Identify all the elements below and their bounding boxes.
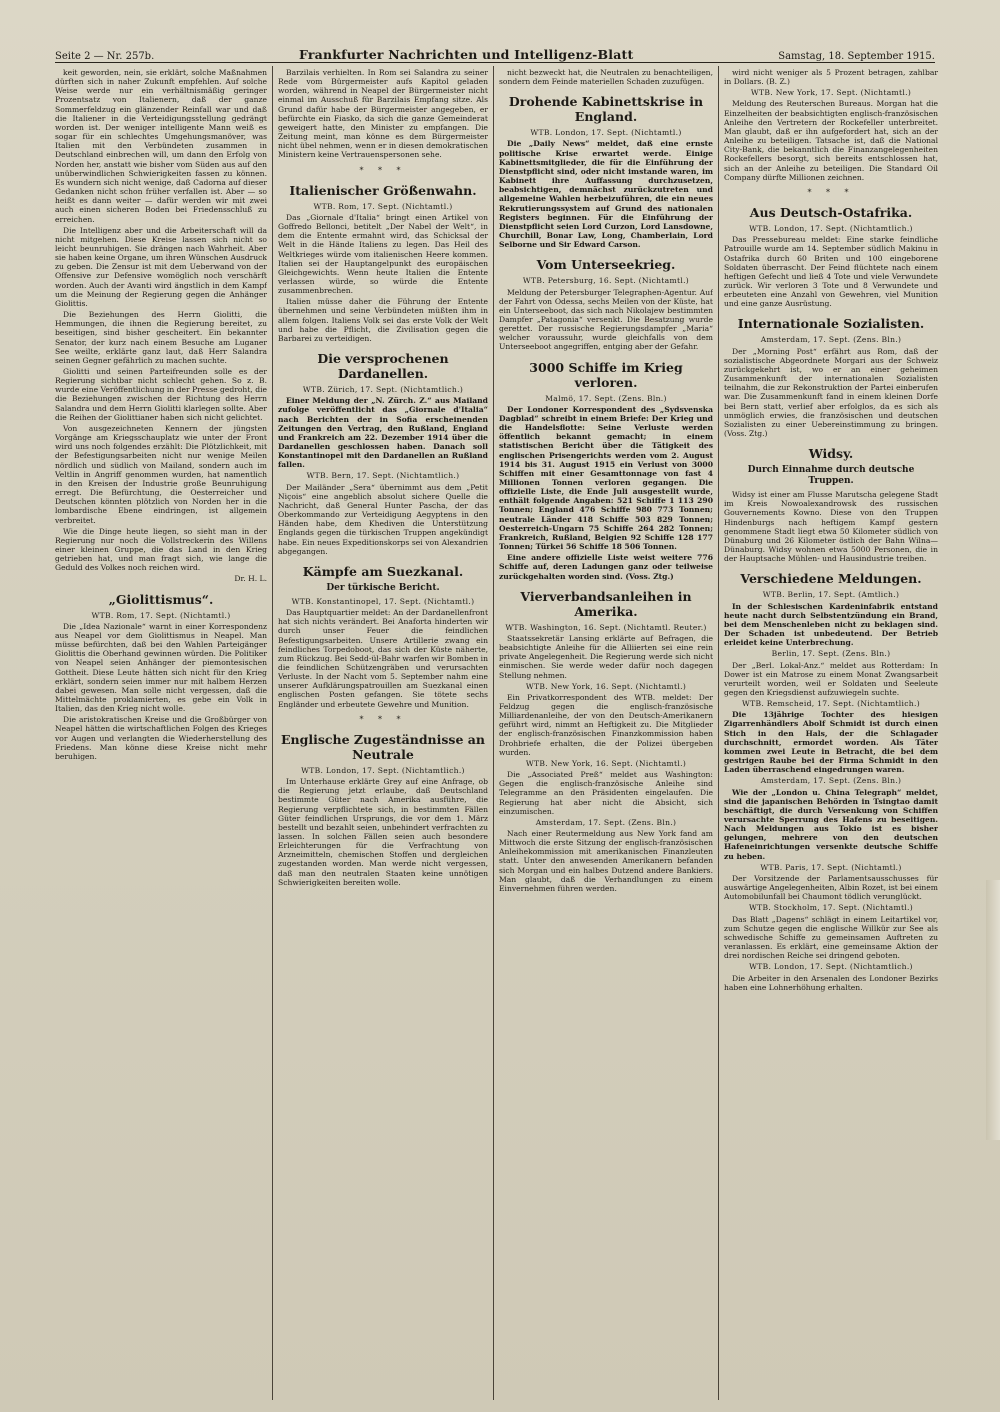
article-title: „Giolittismus“.: [108, 591, 214, 607]
page-number: Seite 2 — Nr. 257b.: [55, 51, 155, 62]
dateline: Malmö, 17. Sept. (Zens. Bln.): [545, 393, 667, 403]
paragraph: Der Londoner Korrespondent des „Sydsvenska Dagblad“ schreibt in einem Briefe: Der Krieg und die Handelsflotte: Seine Verluste werden öffentlich bekannt gemacht; in einem statistischen Bericht über die Tätigkeit des englischen Prisengerichts werden vom 2. August 1914 bis 31. August 1915 ein Verlust von 3000 Schiffen mit einer Gesamttonnage von fast 4 Millionen Tonnen verloren gegangen. Die offizielle Liste, die Ende Juli ausgestellt wurde, enthält folgende Angaben: 521 Schiffe 1 113 290 Tonnen; England 476 Schiffe 980 773 Tonnen; neutrale Länder 418 Schiffe 503 829 Tonnen; Oesterreich-Ungarn 75 Schiffe 264 282 Tonnen; Frankreich, Rußland, Belgien 92 Schiffe 128 177 Tonnen; Türkei 56 Schiffe 18 506 Tonnen.: [499, 404, 713, 552]
column-2: [278, 68, 488, 1398]
paragraph: Staatssekretär Lansing erklärte auf Befragen, die beabsichtigte Anleihe für die Alliierten sei eine rein private Angelegenheit. Die Regierung werde sich nicht einmischen. Sie werde weder dafür noch dagegen Stellung nehmen.: [499, 633, 713, 680]
paragraph: keit geworden, nein, sie erklärt, solche Maßnahmen dürften sich in naher Zukunft empfehlen. Auf solche Weise werde nur ein verhältnismäßig geringer Prozentsatz von Italienern, daß der ganze Sommerfeldzug ein glänzender Reinfall war und daß die Italiener in die Verteidigungsstellung gedrängt worden ist. Der weniger intelligente Mann weiß es sogar für ein schlechtes Umgehungsmanöver, was Italien mit den Verbündeten zusammen in Deutschland einbrechen will, um dann den Erfolg von Norden her, anstatt wie bisher vom Süden aus auf den unüberwindlichen Schwierigkeiten fassen zu können. Es wundern sich nicht wenige, daß Cadorna auf dieser Gedanken nicht schon früher verfallen ist. Aber — so heißt es dann weiter — dafür werden wir mit zwei auch einen sicheren Boden bei Friedensschluß zu erreichen.: [55, 68, 267, 224]
paragraph: Das Pressebureau meldet: Eine starke feindliche Patrouille wurde am 14. September südlich Makinu in Ostafrika durch 60 Briten und 100 eingeborene Soldaten überrascht. Der Feind flüchtete nach einem heftigen Gefecht und ließ 4 Tote und viele Verwundete zurück. Wir verloren 3 Tote und 8 Verwundete und erbeuteten eine Anzahl von Gewehren, viel Munition und eine ganze Ausrüstung.: [724, 235, 938, 309]
dateline: WTB. New York, 16. Sept. (Nichtamtl.): [525, 681, 687, 691]
article-title: 3000 Schiffe im Krieg verloren.: [529, 359, 683, 390]
paragraph: Eine andere offizielle Liste weist weitere 776 Schiffe auf, deren Ladungen ganz oder teilweise zurückgehalten worden sind. (Voss. Ztg.): [499, 553, 713, 581]
dateline: WTB. Rom, 17. Sept. (Nichtamtl.): [91, 610, 231, 620]
dateline: WTB. Remscheid, 17. Sept. (Nichtamtlich.): [742, 699, 920, 709]
dateline: Amsterdam, 17. Sept. (Zens. Bln.): [760, 776, 902, 786]
separator-stars: * * *: [359, 165, 407, 175]
column-rule: [493, 66, 494, 1400]
dateline: WTB. Konstantinopel, 17. Sept. (Nichtamtl.): [291, 596, 475, 606]
masthead: Frankfurter Nachrichten und Intelligenz-Blatt: [299, 47, 634, 62]
paragraph: Der Vorsitzende der Parlamentsausschusses für auswärtige Angelegenheiten, Albin Rozet, ist bei einem Automobilunfall bei Chaumont tödlich verunglückt.: [724, 873, 938, 902]
paragraph: Widsy ist einer am Flusse Marutscha gelegene Stadt im Kreis Nowoalexandrowsk des russischen Gouvernements Kowno. Diese von den Truppen Hindenburgs nach heftigem Kampf gestern genommene Stadt liegt etwa 50 Kilometer südlich von Dünaburg und 26 Kilometer östlich der Bahn Wilna—Dünaburg. Widsy wohnen etwa 5000 Personen, die in der Hauptsache Mühlen- und Hausindustrie treiben.: [724, 490, 938, 564]
paragraph: nicht bezweckt hat, die Neutralen zu benachteiligen, sondern dem Feinde materiellen Schaden zuzufügen.: [499, 68, 713, 87]
dateline: WTB. New York, 17. Sept. (Nichtamtl.): [750, 88, 912, 98]
paragraph: Einer Meldung der „N. Zürch. Z.“ aus Mailand zufolge veröffentlicht das „Giornale d'Italia“ nach Berichten der in Sofia erscheinenden Zeitungen den Vertrag, den Rußland, England und Frankreich am 22. Dezember 1914 über die Dardanellen geschlossen haben. Danach soll Konstantinopel mit den Dardanellen an Rußland fallen.: [278, 396, 488, 470]
dateline: WTB. Washington, 16. Sept. (Nichtamtl. Reuter.): [505, 622, 707, 632]
article-title: Vom Unterseekrieg.: [536, 257, 676, 273]
article-subtitle: Durch Einnahme durch deutsche Truppen.: [747, 465, 915, 487]
dateline: WTB. Stockholm, 17. Sept. (Nichtamtl.): [748, 903, 914, 913]
separator-stars: * * *: [359, 714, 407, 724]
article-title: Aus Deutsch-Ostafrika.: [749, 205, 913, 221]
paragraph: Das „Giornale d'Italia“ bringt einen Artikel von Goffredo Bellonci, betitelt „Der Nabel der Welt“, in dem die Entente ermahnt wird, das Schicksal der Welt in die Hände Italiens zu legen. Das Heil des Weltkrieges würde vom italienischen Heere kommen. Italien sei der Hauptangelpunkt des europäischen Gleichgewichts. Wenn heute Italien die Entente verlassen würde, so würde die Entente zusammenbrechen.: [278, 212, 488, 296]
page-header: [55, 40, 935, 63]
article-subtitle: Der türkische Bericht.: [326, 582, 440, 593]
article-title: Vierverbandsanleihen in Amerika.: [520, 588, 692, 619]
paragraph: Italien müsse daher die Führung der Entente übernehmen und seine Verbündeten müßten ihm in allem folgen. Italiens Volk sei das erste Volk der Welt und habe die Pflicht, die Zivilisation gegen die Barbarei zu verteidigen.: [278, 297, 488, 343]
paragraph: Meldung des Reuterschen Bureaus. Morgan hat die Einzelheiten der beabsichtigten englisch-französischen Anleihe den Vertretern der Rockefeller unterbreitet. Man glaubt, daß er ihn aufgefordert hat, sich an der Anleihe zu beteiligen. Tatsache ist, daß die National City-Bank, die bekanntlich die Finanzangelegenheiten Rockefellers besorgt, sich bereits entschlossen hat, sich an der Anleihe zu beteiligen. Die Standard Oil Company dürfte Millionen zeichnen.: [724, 99, 938, 182]
dateline: Berlin, 17. Sept. (Zens. Bln.): [771, 649, 891, 659]
dateline: WTB. London, 17. Sept. (Nichtamtlich.): [749, 962, 913, 972]
paragraph: Die „Daily News“ meldet, daß eine ernste politische Krise erwartet werde. Einige Kabinettsmitglieder, die für die Einführung der Dienstpflicht sind, oder nicht imstande waren, im Kabinett ihre Auffassung durchzusetzen, beabsichtigen, demnächst zurückzutreten und allgemeine Wahlen herbeizuführen, die ein neues Rekrutierungssystem auf Grund des nationalen Registers beginnen. Für die Einführung der Dienstpflicht seien Lord Curzon, Lord Lansdowne, Churchill, Bonar Law, Long, Chamberlain, Lord Selborne und Sir Edward Carson.: [499, 139, 713, 250]
dateline: WTB. London, 17. Sept. (Nichtamtl.): [530, 128, 682, 138]
paragraph: Die Intelligenz aber und die Arbeiterschaft will da nicht mitgehen. Diese Kreise lassen sich nicht so leicht beunruhigen. Sie drängen nach Wahrheit. Aber sie haben keine Organe, um ihren Wünschen Ausdruck zu geben. Die Zensur ist mit dem Ueberwand von der Offensive zur Defensive womöglich noch verschärft worden. Auch der Avanti wird ängstlich in dem Kampf um die Meinung der Regierung gegen die Anhänger Giolittis.: [55, 225, 267, 308]
article-title: Italienischer Größenwahn.: [289, 182, 477, 198]
dateline: WTB. Berlin, 17. Sept. (Amtlich.): [762, 590, 900, 600]
dateline: WTB. London, 17. Sept. (Nichtamtlich.): [749, 224, 913, 234]
paragraph: Die „Idea Nazionale“ warnt in einer Korrespondenz aus Neapel vor dem Giolittismus in Neapel. Man müsse befürchten, daß bei den Wahlen Parteigänger Giolittis die Oberhand gewinnen würden. Die Politiker von Neapel seien Anhänger der piemontesischen Gottheit. Diese Leute hätten sich nicht für den Krieg erklärt, sondern seien immer nur mit halbem Herzen dabei gewesen. Man solle nicht vergessen, daß die Mittelmächte proklamierten, es gebe ein Volk in Italien, das den Krieg nicht wolle.: [55, 621, 267, 714]
paragraph: Das Blatt „Dagens“ schlägt in einem Leitartikel vor, zum Schutze gegen die englische Willkür zur See als schwedische Schiffe zu gemeinsamen Auftreten zu veranlassen. Es erklärt, eine gemeinsame Aktion der drei nordischen Reiche sei dringend geboten.: [724, 914, 938, 961]
column-4: [724, 68, 938, 1398]
paragraph: Der Mailänder „Sera“ übernimmt aus dem „Petit Niçois“ eine angeblich absolut sichere Quelle die Nachricht, daß General Hunter Pascha, der das Oberkommando zur Verteidigung Aegyptens in den Händen habe, dem Khediven die Unterstützung Englands gegen die türkischen Truppen angekündigt habe. Ein neues Expeditionskorps sei von Alexandrien abgegangen.: [278, 482, 488, 556]
paragraph: Von ausgezeichneten Kennern der jüngsten Vorgänge am Kriegsschauplatz wie unter der Front wird uns noch folgendes erzählt: Die Plötzlichkeit, mit der Befestigungsarbeiten nicht nur wenige Meilen nördlich und südlich von Mailand, sondern auch im Veltlin in Angriff genommen wurden, hat namentlich in den Kreisen der Industrie große Beunruhigung erregt. Die Befürchtung, die Oesterreicher und Deutschen könnten plötzlich von Norden her in die lombardische Ebene eindringen, ist allgemein verbreitet.: [55, 423, 267, 525]
dateline: WTB. Rom, 17. Sept. (Nichtamtl.): [313, 201, 453, 211]
article-title: Die versprochenen Dardanellen.: [317, 351, 449, 382]
paragraph: Die Beziehungen des Herrn Giolitti, die Hemmungen, die ihnen die Regierung bereitet, zu beseitigen, sind bisher gescheitert. Ein bekannter Senator, der kurz nach einem Besuche am Luganer See weilte, erklärte ganz laut, daß Herr Salandra seinen Gegner gefährlich zu machen suchte.: [55, 310, 267, 365]
article-title: Internationale Sozialisten.: [737, 316, 925, 332]
paragraph: Der „Morning Post“ erfährt aus Rom, daß der sozialistische Abgeordnete Morgari aus der Schweiz zurückgekehrt ist, wo er an einer geheimen Zusammenkunft der internationalen Sozialisten teilnahm, die zur Rekonstruktion der Partei einberufen war. Die Zusammenkunft fand in einem kleinen Dorfe bei Bern statt, verlief aber erfolglos, da es sich als unmöglich erwies, die französischen und deutschen Sozialisten zu einer Uebereinstimmung zu bringen. (Voss. Ztg.): [724, 346, 938, 438]
paragraph: Nach einer Reutermeldung aus New York fand am Mittwoch die erste Sitzung der englisch-französischen Anleihekommission mit amerikanischen Finanzleuten statt. Unter den anwesenden Amerikanern befanden sich Morgan und ein halbes Dutzend andere Bankiers. Man glaubt, daß die Verhandlungen zu einem Einvernehmen führen werden.: [499, 829, 713, 893]
paragraph: wird nicht weniger als 5 Prozent betragen, zahlbar in Dollars. (B. Z.): [724, 68, 938, 87]
article-title: Englische Zugeständnisse an Neutrale: [281, 731, 485, 762]
dateline: WTB. Zürich, 17. Sept. (Nichtamtlich.): [302, 385, 464, 395]
dateline: WTB. Bern, 17. Sept. (Nichtamtlich.): [306, 471, 460, 481]
paragraph: Meldung der Petersburger Telegraphen-Agentur. Auf der Fahrt von Odessa, sechs Meilen von der Küste, hat ein Unterseeboot, das sich nach Nikolajew bestimmten Dampfer „Patagonia“ versenkt. Die Besatzung wurde gerettet. Der russische Regierungsdampfer „Maria“ welcher voraussuhr, wurde gleichfalls von dem Unterseeboot angegriffen, entging aber der Gefahr.: [499, 287, 713, 352]
column-rule: [718, 66, 719, 1400]
article-title: Verschiedene Meldungen.: [740, 571, 922, 587]
paragraph: Das Hauptquartier meldet: An der Dardanellenfront hat sich nichts verändert. Bei Anaforta hinderten wir durch unser Feuer die feindlichen Befestigungsarbeiten. Unsere Artillerie zwang ein feindliches Torpedoboot, das sich der Küste näherte, zum Rückzug. Bei Sedd-ül-Bahr warfen wir Bomben in die feindlichen Schützengräben und verursachten Verluste. In der Nacht vom 5. September nahm eine unserer Aufklärungspatrouillen am Suezkanal einen englischen Posten gefangen. Sie tötete sechs Engländer und erbeutete Gewehre und Munition.: [278, 608, 488, 709]
paragraph: Wie die Dinge heute liegen, so sieht man in der Regierung nur noch die Vollstreckerin des Willens einer kleinen Gruppe, die das Land in den Krieg getrieben hat, und man fragt sich, wie lange die Geduld des Volkes noch reichen wird.: [55, 526, 267, 573]
issue-date: Samstag, 18. September 1915.: [778, 51, 935, 62]
dateline: Amsterdam, 17. Sept. (Zens. Bln.): [760, 335, 902, 345]
paragraph: Der „Berl. Lokal-Anz.“ meldet aus Rotterdam: In Dower ist ein Matrose zu einem Monat Zwangsarbeit verurteilt worden, weil er Soldaten und Seeleute gegen den Kriegsdienst aufzuwiegeln suchte.: [724, 660, 938, 697]
paragraph: Giolitti und seinen Parteifreunden solle es der Regierung sichtbar nicht schlecht gehen. So z. B. wurde eine Veröffentlichung in der Presse gedroht, die die Beziehungen zwischen der Richtung des Herrn Salandra und dem Herrn Giolitti klarlegen sollte. Aber die Reihen der Giolittianer haben sich nicht gelichtet.: [55, 367, 267, 422]
paragraph: Die aristokratischen Kreise und die Großbürger von Neapel hätten die wirtschaftlichen Folgen des Krieges vor Augen und verlangten die Wiederherstellung des Friedens. Man könne diese Kreise nicht mehr beruhigen.: [55, 715, 267, 761]
page-edge-shadow: [986, 880, 1000, 1140]
article-title: Kämpfe am Suezkanal.: [302, 563, 464, 579]
paragraph: Die „Associated Preß“ meldet aus Washington: Gegen die englisch-französische Anleihe sind Telegramme an den Präsidenten eingelaufen. Die Regierung hat aber nicht die Absicht, sich einzumischen.: [499, 770, 713, 816]
dateline: WTB. Paris, 17. Sept. (Nichtamtl.): [760, 862, 902, 872]
author-signature: Dr. H. L.: [234, 574, 267, 584]
paragraph: Barzilais verhielten. In Rom sei Salandra zu seiner Rede vom Bürgermeister aufs Kapitol geladen worden, während in Neapel der Bürgermeister nicht einmal im Ausschuß für Barzilais Empfang sitze. Als Grund dafür habe der Bürgermeister angegeben, er befürchte ein Fiasko, da sich die ganze Gemeinderat geweigert hatte, den Minister zu empfangen. Die Zeitung meint, man könne es dem Bürgermeister nicht übel nehmen, wenn er in diesen demokratischen Ministern keine Vertrauenspersonen sehe.: [278, 68, 488, 160]
dateline: WTB. Petersburg, 16. Sept. (Nichtamtl.): [522, 276, 690, 286]
paragraph: In der Schlesischen Kardeninfabrik entstand heute nacht durch Selbstentzündung ein Brand, bei dem Menschenleben nicht zu beklagen sind. Der Schaden ist unbedeutend. Der Betrieb erleidet keine Unterbrechung.: [724, 601, 938, 648]
paragraph: Die Arbeiter in den Arsenalen des Londoner Bezirks haben eine Lohnerhöhung erhalten.: [724, 973, 938, 992]
paragraph: Ein Privatkorrespondent des WTB. meldet: Der Feldzug gegen die englisch-französische Milliardenanleihe, der von den Deutsch-Amerikanern geführt wird, nimmt an Heftigkeit zu. Die Mitglieder der englisch-französischen Finanzkommission haben Drohbriefe erhalten, die der Polizei übergeben wurden.: [499, 692, 713, 757]
article-title: Drohende Kabinettskrise in England.: [508, 94, 704, 125]
column-1: [55, 68, 267, 1398]
separator-stars: * * *: [807, 187, 855, 197]
paragraph: Im Unterhause erklärte Grey auf eine Anfrage, ob die Regierung jetzt erlaube, daß Deutschland bestimmte Güter nach Amerika ausführe, die Regierung verpflichtete sich, in bestimmten Fällen Güter feindlichen Ursprungs, die vor dem 1. März bestellt und bezahlt seien, unbehindert verfrachten zu lassen. In solchen Fällen seien auch besondere Erleichterungen für die Verfrachtung von Arzneimitteln, chemischen Stoffen und dergleichen zugestanden worden. Man werde nicht vergessen, daß man den neutralen Staaten keine unnötigen Schwierigkeiten bereiten wolle.: [278, 777, 488, 887]
paragraph: Die 13jährige Tochter des hiesigen Zigarrenhändlers Abolf Schmidt ist durch einen Stich in den Hals, der die Schlagader durchschnitt, ermordet worden. Als Täter kommen zwei Leute in Betracht, die bei dem gestrigen Raube bei der Firma Schmidt in den Laden überraschend eingedrungen waren.: [724, 710, 938, 775]
column-3: [499, 68, 713, 1398]
dateline: WTB. New York, 16. Sept. (Nichtamtl.): [525, 758, 687, 768]
dateline: Amsterdam, 17. Sept. (Zens. Bln.): [535, 817, 677, 827]
article-title: Widsy.: [808, 446, 854, 462]
column-rule: [272, 66, 273, 1400]
paragraph: Wie der „London u. China Telegraph“ meldet, sind die japanischen Behörden in Tsingtao damit beschäftigt, die durch Versenkung von Schiffen verursachte Sperrung des Hafens zu beseitigen. Nach Meldungen aus Tokio ist es bisher gelungen, mehrere von den deutschen Hafeneinrichtungen versenkte deutsche Schiffe zu heben.: [724, 787, 938, 861]
dateline: WTB. London, 17. Sept. (Nichtamtlich.): [301, 765, 465, 775]
